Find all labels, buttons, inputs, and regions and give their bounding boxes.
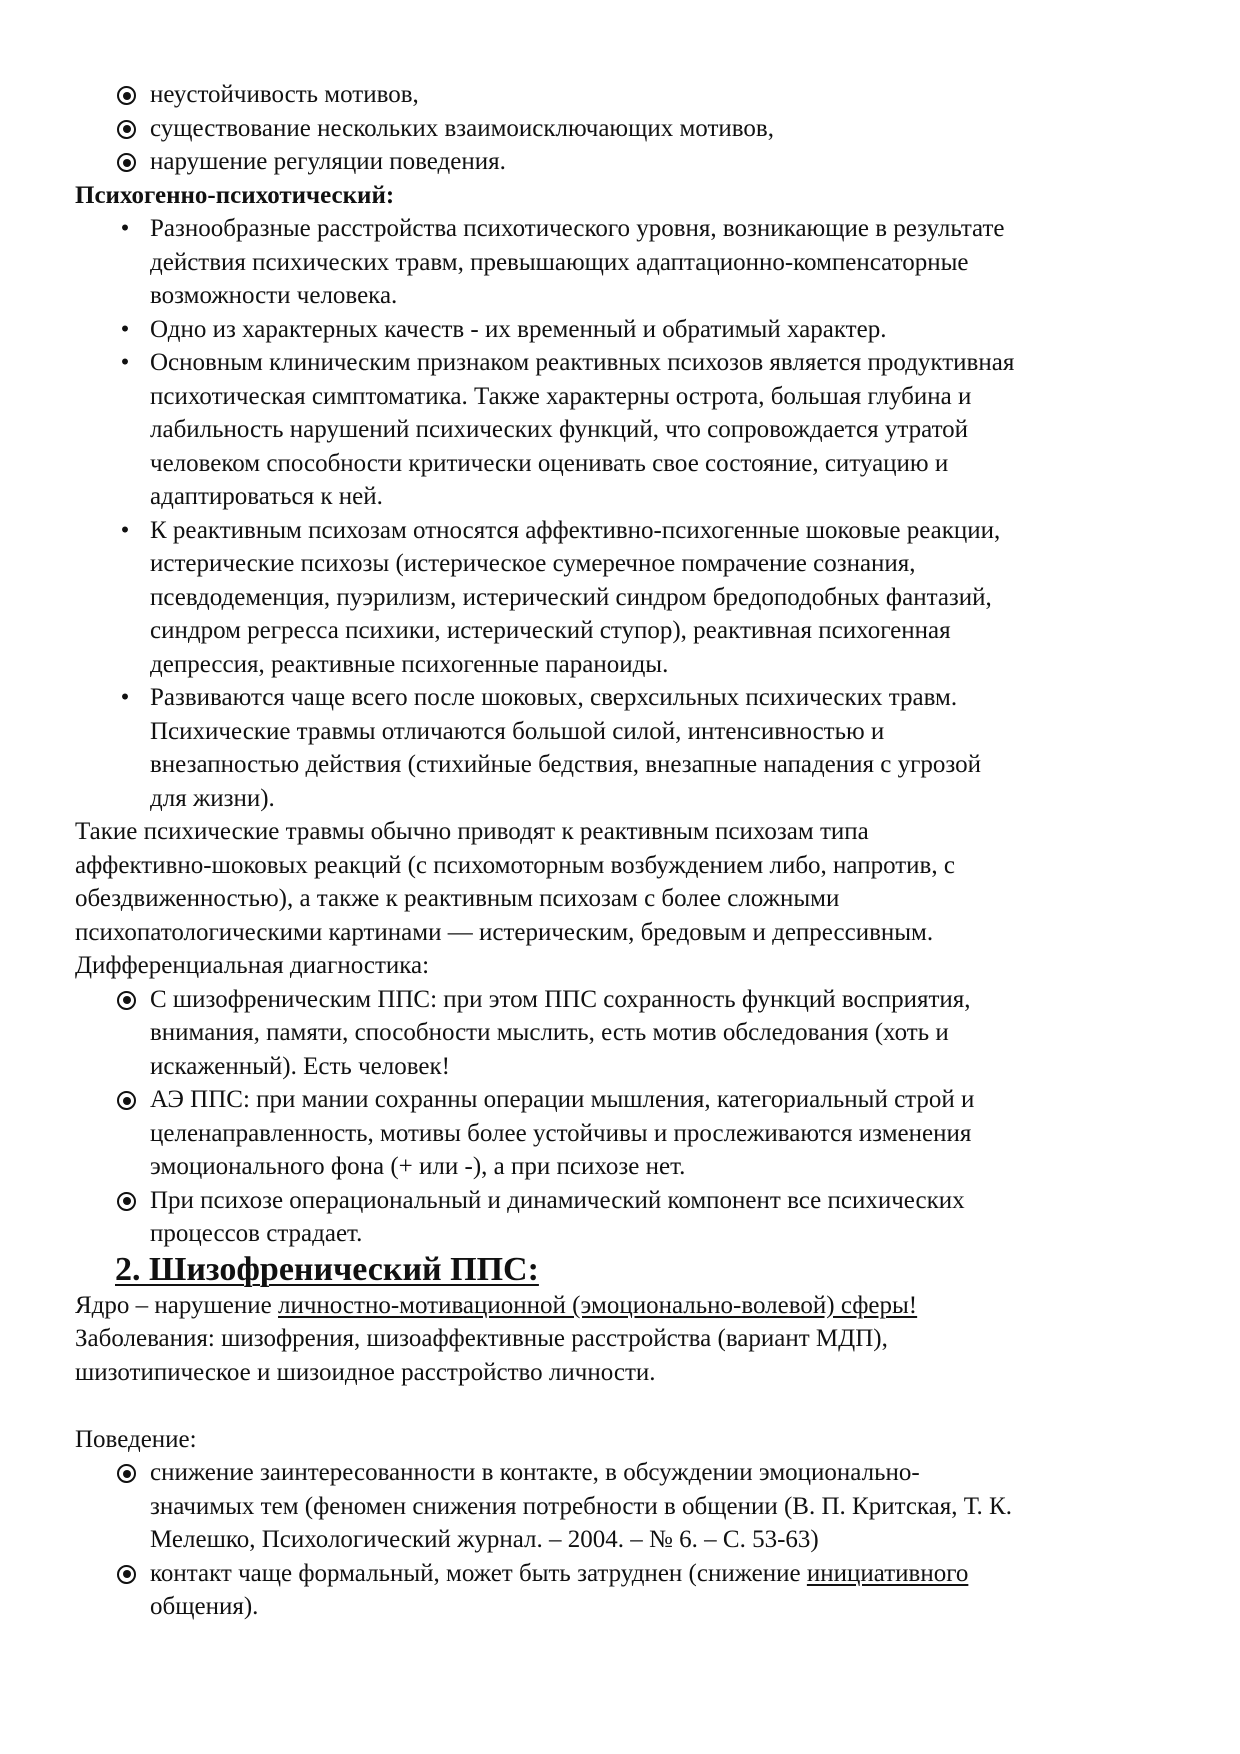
document-page bbox=[75, 78, 1175, 1624]
list-item-line: эмоционального фона (+ или -), а при психозе нет. bbox=[150, 1153, 686, 1180]
list-item-text: нарушение регуляции поведения. bbox=[150, 148, 506, 175]
list-item-line: человеком способности критически оценивать свое состояние, ситуацию и bbox=[150, 449, 949, 477]
list-item bbox=[75, 1083, 1175, 1184]
list-item-line: Основным клиническим признаком реактивных психозов является продуктивная bbox=[150, 349, 1015, 376]
radio-bullet-icon bbox=[117, 153, 136, 172]
bullet-icon: • bbox=[120, 684, 130, 711]
paragraph-line: аффективно-шоковых реакций (с психомоторным возбуждением либо, напротив, с bbox=[75, 851, 955, 879]
list-item-line: возможности человека. bbox=[150, 282, 398, 309]
list-item-line: синдром регресса психики, истерический ступор), реактивная психогенная bbox=[150, 617, 951, 644]
bullet-icon: • bbox=[120, 349, 130, 376]
paragraph-line: психопатологическими картинами — истерическим, бредовым и депрессивным. bbox=[75, 918, 934, 946]
bullet-list bbox=[75, 212, 1175, 815]
diseases-line: шизотипическое и шизоидное расстройство личности. bbox=[75, 1358, 656, 1386]
radio-bullet-icon bbox=[117, 991, 136, 1010]
list-item bbox=[75, 346, 1175, 514]
list-item-line: лабильность нарушений психических функций, что сопровождается утратой bbox=[150, 416, 969, 443]
list-item-line: псевдодеменция, пуэрилизм, истерический синдром бредоподобных фантазий, bbox=[150, 583, 992, 611]
list-item-text: неустойчивость мотивов, bbox=[150, 81, 419, 108]
section-heading: 2. Шизофренический ППС: bbox=[115, 1250, 539, 1288]
list-item-line: истерические психозы (истерическое сумеречное помрачение сознания, bbox=[150, 550, 916, 577]
core-line bbox=[75, 1289, 1175, 1323]
radio-bullet-icon bbox=[117, 1192, 136, 1211]
list-item-line: действия психических травм, превышающих адаптационно-компенсаторные bbox=[150, 248, 969, 276]
diseases-line: Заболевания: шизофрения, шизоаффективные расстройства (вариант МДП), bbox=[75, 1325, 888, 1352]
list-item bbox=[75, 1184, 1175, 1251]
list-item-line: целенаправленность, мотивы более устойчивы и прослеживаются изменения bbox=[150, 1119, 972, 1147]
list-item-line bbox=[150, 1557, 1175, 1591]
list-item-line: К реактивным психозам относятся аффективно-психогенные шоковые реакции, bbox=[150, 516, 1001, 544]
bullet-icon: • bbox=[120, 215, 130, 242]
list-item-line: психотическая симптоматика. Также характерны острота, большая глубина и bbox=[150, 382, 972, 410]
core-prefix: Ядро – нарушение bbox=[75, 1291, 278, 1319]
list-item-line: искаженный). Есть человек! bbox=[150, 1052, 450, 1080]
radio-bullet-icon bbox=[117, 86, 136, 105]
list-item-line: Одно из характерных качеств - их временный и обратимый характер. bbox=[150, 315, 887, 343]
list-item bbox=[75, 212, 1175, 313]
list-item-text: существование нескольких взаимоисключающих мотивов, bbox=[150, 114, 774, 142]
list-item-line: Разнообразные расстройства психотического уровня, возникающие в результате bbox=[150, 215, 1005, 242]
list-item bbox=[75, 514, 1175, 682]
list-item-line: Мелешко, Психологический журнал. – 2004. – № 6. – С. 53-63) bbox=[150, 1526, 819, 1553]
core-underlined: личностно-мотивационной (эмоционально-волевой) сферы! bbox=[278, 1291, 918, 1319]
radio-bullet-icon bbox=[117, 1091, 136, 1110]
list-item-line: Психические травмы отличаются большой силой, интенсивностью и bbox=[150, 717, 885, 745]
list-item-line: Развиваются чаще всего после шоковых, сверхсильных психических травм. bbox=[150, 684, 958, 711]
list-item-line: для жизни). bbox=[150, 784, 275, 812]
top-list bbox=[75, 78, 1175, 179]
list-item bbox=[75, 1557, 1175, 1624]
paragraph-line: Такие психические травмы обычно приводят к реактивным психозам типа bbox=[75, 818, 869, 845]
list-item-line: адаптироваться к ней. bbox=[150, 483, 383, 510]
list-item-line: внимания, памяти, способности мыслить, есть мотив обследования (хоть и bbox=[150, 1019, 949, 1046]
behavior-item-underlined: инициативного bbox=[806, 1559, 969, 1587]
diff-list bbox=[75, 983, 1175, 1251]
list-item-line: АЭ ППС: при мании сохранны операции мышления, категориальный строй и bbox=[150, 1086, 975, 1113]
list-item bbox=[75, 983, 1175, 1084]
paragraph-line: обездвиженностью), а также к реактивным психозам с более сложными bbox=[75, 885, 840, 912]
radio-bullet-icon bbox=[117, 120, 136, 139]
list-item-line: внезапностью действия (стихийные бедствия, внезапные нападения с угрозой bbox=[150, 751, 981, 778]
list-item bbox=[75, 145, 1175, 179]
list-item-line: общения). bbox=[150, 1593, 259, 1620]
section-title: Психогенно-психотический: bbox=[75, 181, 395, 209]
paragraph bbox=[75, 815, 1175, 949]
behavior-title: Поведение: bbox=[75, 1425, 197, 1453]
list-item-line: При психозе операциональный и динамический компонент все психических bbox=[150, 1186, 965, 1214]
diff-title: Дифференциальная диагностика: bbox=[75, 952, 430, 979]
blank-line bbox=[75, 1389, 1175, 1423]
list-item-line: депрессия, реактивные психогенные параноиды. bbox=[150, 650, 669, 678]
list-item bbox=[75, 681, 1175, 815]
list-item bbox=[75, 78, 1175, 112]
behavior-list bbox=[75, 1456, 1175, 1624]
list-item-line: снижение заинтересованности в контакте, в обсуждении эмоционально- bbox=[150, 1459, 920, 1486]
list-item bbox=[75, 112, 1175, 146]
behavior-item-text: контакт чаще формальный, может быть затруднен (снижение bbox=[150, 1559, 807, 1587]
list-item-line: С шизофреническим ППС: при этом ППС сохранность функций восприятия, bbox=[150, 985, 971, 1013]
bullet-icon: • bbox=[120, 516, 130, 544]
bullet-icon: • bbox=[120, 315, 130, 343]
radio-bullet-icon bbox=[117, 1565, 136, 1584]
list-item-line: процессов страдает. bbox=[150, 1220, 363, 1247]
list-item-line: значимых тем (феномен снижения потребности в общении (В. П. Критская, Т. К. bbox=[150, 1492, 1012, 1520]
radio-bullet-icon bbox=[117, 1464, 136, 1483]
list-item bbox=[75, 313, 1175, 347]
list-item bbox=[75, 1456, 1175, 1557]
